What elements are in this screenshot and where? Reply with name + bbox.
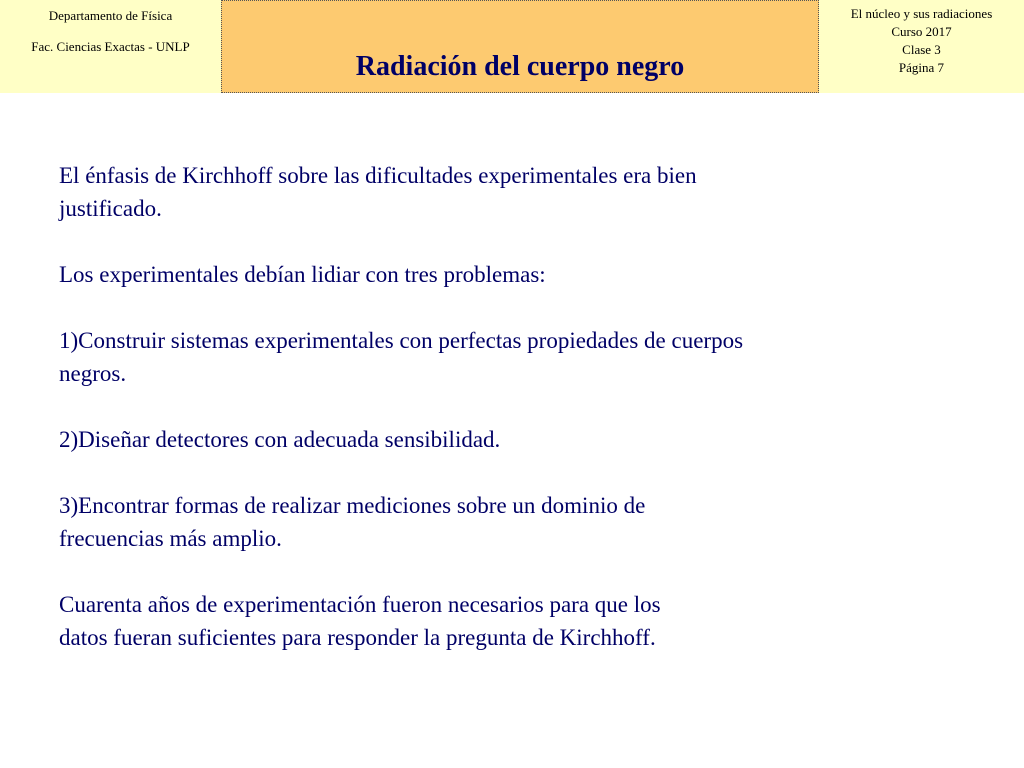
paragraph-problem-1	[59, 324, 959, 390]
header-right-box	[819, 0, 1024, 93]
paragraph-kirchhoff-emphasis	[59, 159, 959, 225]
course-name-label: El núcleo y sus radiaciones	[850, 6, 993, 21]
paragraph-three-problems	[59, 258, 959, 291]
text-line: negros.	[59, 361, 127, 386]
header-title-box	[221, 0, 819, 93]
faculty-label: Fac. Ciencias Exactas - UNLP	[31, 39, 190, 54]
text-line: Cuarenta años de experimentación fueron necesarios para que los	[59, 592, 661, 617]
paragraph-problem-3	[59, 489, 959, 555]
page-number-label: Página 7	[898, 60, 945, 75]
text-line: 2)Diseñar detectores con adecuada sensibilidad.	[59, 427, 501, 452]
paragraph-conclusion	[59, 588, 959, 654]
text-line: 1)Construir sistemas experimentales con perfectas propiedades de cuerpos	[59, 328, 744, 353]
text-line: justificado.	[59, 196, 162, 221]
slide-title: Radiación del cuerpo negro	[355, 51, 685, 82]
text-line: Los experimentales debían lidiar con tres problemas:	[59, 262, 546, 287]
slide-body	[59, 159, 959, 654]
text-line: El énfasis de Kirchhoff sobre las dificultades experimentales era bien	[59, 163, 697, 188]
text-line: 3)Encontrar formas de realizar mediciones sobre un dominio de	[59, 493, 646, 518]
paragraph-problem-2	[59, 423, 959, 456]
department-label: Departamento de Física	[48, 8, 173, 23]
text-line: datos fueran suficientes para responder la pregunta de Kirchhoff.	[59, 625, 656, 650]
class-label: Clase 3	[902, 42, 941, 57]
course-year-label: Curso 2017	[891, 24, 952, 39]
text-line: frecuencias más amplio.	[59, 526, 282, 551]
header-left-box	[0, 0, 221, 93]
